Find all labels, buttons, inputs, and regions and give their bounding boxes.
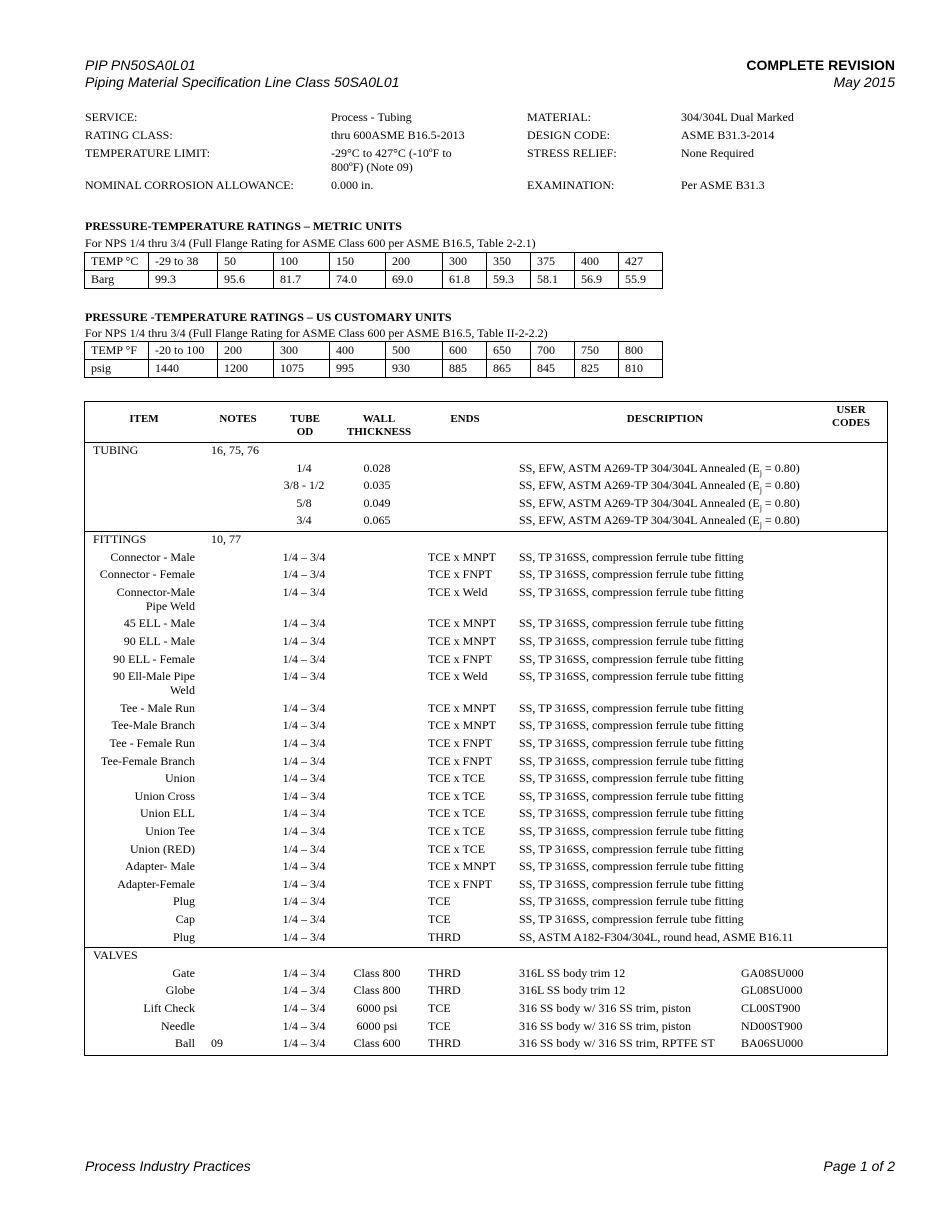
table-cell: -20 to 100 (149, 342, 218, 360)
description: 316 SS body w/ 316 SS trim, piston (519, 1001, 692, 1015)
item-name: 45 ELL - Male (123, 616, 195, 631)
description: SS, TP 316SS, compression ferrule tube fitting (519, 841, 744, 856)
description: SS, TP 316SS, compression ferrule tube fitting (519, 912, 744, 926)
table-cell: 74.0 (330, 271, 386, 289)
info-value: Per ASME B31.3 (681, 178, 765, 192)
tube-od: 1/4 – 3/4 (282, 669, 326, 684)
document-title: Piping Material Specification Line Class 50SA0L01 (85, 74, 400, 90)
item-name: Plug (172, 894, 195, 909)
column-header-row (85, 402, 887, 443)
section-notes: 10, 77 (211, 532, 241, 546)
info-row (85, 110, 885, 128)
metric-temp-row (85, 253, 663, 271)
column-header-ends: ENDS (450, 413, 480, 425)
us-temp-row (85, 342, 663, 360)
tube-od: 1/4 – 3/4 (282, 634, 326, 648)
tube-od: 5/8 (296, 495, 312, 510)
table-cell: 100 (274, 253, 330, 271)
info-label: EXAMINATION: (527, 178, 615, 192)
us-ratings-table (84, 341, 663, 378)
end-connection: TCE (428, 894, 451, 909)
tube-od: 3/4 (296, 513, 312, 528)
description: SS, EFW, ASTM A269-TP 304/304L Annealed $(E_j = 0.80)$ (519, 460, 800, 477)
description: SS, EFW, ASTM A269-TP 304/304L Annealed $(E_j = 0.80)$ (519, 478, 800, 495)
item-name: 90 ELL - Female (113, 651, 195, 666)
item-name-continued: Weld (169, 683, 195, 698)
tube-od: 1/4 – 3/4 (282, 567, 326, 582)
section-divider (85, 531, 887, 532)
item-name: Gate (172, 965, 195, 980)
tube-od: 1/4 – 3/4 (282, 894, 326, 909)
info-label: RATING CLASS: (85, 128, 173, 142)
us-pressure-row (85, 360, 663, 378)
table-cell: 700 (531, 342, 575, 360)
wall-thickness: 6000 psi (356, 1001, 398, 1015)
description: SS, TP 316SS, compression ferrule tube fitting (519, 894, 744, 909)
table-cell: 56.9 (575, 271, 619, 289)
end-connection: TCE x Weld (428, 669, 488, 684)
table-cell: 885 (443, 360, 487, 378)
info-label: MATERIAL: (527, 110, 591, 124)
end-connection: TCE x TCE (428, 824, 486, 838)
user-code: GL08SU000 (741, 983, 803, 998)
item-name: 90 Ell-Male Pipe (113, 669, 195, 684)
tube-od: 1/4 – 3/4 (282, 1001, 326, 1015)
wall-thickness: 0.065 (363, 513, 391, 528)
tube-od: 1/4 – 3/4 (282, 788, 326, 803)
info-label: STRESS RELIEF: (527, 146, 617, 160)
tube-od: 1/4 (296, 460, 312, 475)
revision-label: COMPLETE REVISION (746, 57, 895, 73)
table-cell: 61.8 (443, 271, 487, 289)
description: 316L SS body trim 12 (519, 983, 626, 998)
end-connection: TCE x TCE (428, 788, 486, 803)
description: SS, TP 316SS, compression ferrule tube fitting (519, 788, 744, 803)
table-cell: 1200 (218, 360, 274, 378)
us-ratings-title: PRESSURE -TEMPERATURE RATINGS – US CUSTOMARY UNITS (85, 310, 452, 324)
end-connection: TCE x MNPT (428, 549, 497, 564)
item-name: Connector - Female (99, 567, 195, 582)
end-connection: TCE x FNPT (428, 876, 493, 891)
metric-pressure-row (85, 271, 663, 289)
description: 316 SS body w/ 316 SS trim, piston (519, 1018, 692, 1033)
column-header-notes: NOTES (219, 413, 257, 425)
description: SS, TP 316SS, compression ferrule tube fitting (519, 876, 744, 891)
item-name: Globe (165, 983, 195, 998)
description: SS, TP 316SS, compression ferrule tube fitting (519, 718, 744, 733)
table-cell: 1440 (149, 360, 218, 378)
item-name: Tee-Male Branch (111, 718, 195, 733)
table-cell: 81.7 (274, 271, 330, 289)
table-cell: TEMP °C (85, 253, 149, 271)
component-table (84, 401, 888, 1056)
wall-thickness: 0.035 (363, 478, 391, 493)
item-name: Needle (161, 1018, 195, 1033)
end-connection: TCE x TCE (428, 841, 486, 856)
info-label: NOMINAL CORROSION ALLOWANCE: (85, 178, 294, 192)
description: SS, TP 316SS, compression ferrule tube fitting (519, 651, 744, 666)
tube-od: 1/4 – 3/4 (282, 700, 326, 715)
item-name: Connector-Male (116, 584, 195, 599)
user-code: ND00ST900 (741, 1018, 803, 1033)
end-connection: THRD (428, 1036, 461, 1051)
table-cell: 59.3 (487, 271, 531, 289)
metric-ratings-subtitle: For NPS 1/4 thru 3/4 (Full Flange Rating for ASME Class 600 per ASME B16.5, Table 2-2.1) (85, 236, 536, 250)
metric-ratings-title: PRESSURE-TEMPERATURE RATINGS – METRIC UNITS (85, 219, 402, 233)
table-cell: 825 (575, 360, 619, 378)
section-title: VALVES (93, 948, 138, 963)
footer-page-number: Page 1 of 2 (823, 1158, 895, 1174)
table-cell: 375 (531, 253, 575, 271)
table-cell: 995 (330, 360, 386, 378)
info-row (85, 178, 885, 196)
user-code: BA06SU000 (741, 1036, 804, 1051)
tube-od: 1/4 – 3/4 (282, 616, 326, 631)
description: SS, TP 316SS, compression ferrule tube fitting (519, 567, 744, 582)
item-name: Union (RED) (130, 841, 195, 856)
end-connection: THRD (428, 965, 461, 980)
info-value: 0.000 in. (331, 178, 374, 192)
wall-thickness: 6000 psi (356, 1018, 398, 1033)
footer-left: Process Industry Practices (85, 1158, 251, 1174)
end-connection: TCE x MNPT (428, 718, 497, 733)
description: SS, EFW, ASTM A269-TP 304/304L Annealed $(E_j = 0.80)$ (519, 495, 800, 513)
end-connection: TCE (428, 912, 451, 926)
end-connection: TCE (428, 1001, 451, 1015)
item-name: Adapter-Female (117, 876, 195, 891)
tube-od: 1/4 – 3/4 (282, 912, 326, 926)
wall-thickness: Class 800 (353, 983, 401, 998)
tube-od: 1/4 – 3/4 (282, 736, 326, 750)
table-cell: 1075 (274, 360, 330, 378)
info-label: SERVICE: (85, 110, 138, 124)
item-name: Tee - Female Run (109, 736, 195, 750)
item-name: Union (165, 771, 195, 786)
document-header-right (746, 57, 895, 91)
table-cell: TEMP °F (85, 342, 149, 360)
table-cell: -29 to 38 (149, 253, 218, 271)
section-notes: 16, 75, 76 (211, 443, 259, 457)
table-cell: 650 (487, 342, 531, 360)
wall-thickness: 0.049 (363, 495, 391, 510)
info-row (85, 146, 885, 178)
tube-od: 1/4 – 3/4 (282, 824, 326, 838)
table-cell: 95.6 (218, 271, 274, 289)
item-name: Union ELL (140, 806, 195, 821)
end-connection: TCE x FNPT (428, 736, 493, 750)
description: SS, TP 316SS, compression ferrule tube fitting (519, 824, 744, 838)
tube-od: 1/4 – 3/4 (282, 876, 326, 891)
end-connection: TCE x TCE (428, 771, 486, 786)
tube-od: 1/4 – 3/4 (282, 651, 326, 666)
table-cell: 865 (487, 360, 531, 378)
table-cell: 50 (218, 253, 274, 271)
revision-date: May 2015 (833, 74, 895, 90)
description: SS, TP 316SS, compression ferrule tube fitting (519, 859, 744, 874)
table-cell: 300 (274, 342, 330, 360)
info-value: None Required (681, 146, 754, 160)
tube-od: 1/4 – 3/4 (282, 806, 326, 821)
tube-od: 1/4 – 3/4 (282, 549, 326, 564)
tube-od: 1/4 – 3/4 (282, 929, 326, 944)
info-label: TEMPERATURE LIMIT: (85, 146, 211, 160)
table-cell: 200 (218, 342, 274, 360)
info-value: thru 600ASME B16.5-2013 (331, 128, 465, 142)
tube-od: 1/4 – 3/4 (282, 841, 326, 856)
end-connection: TCE x MNPT (428, 859, 497, 874)
table-cell: 99.3 (149, 271, 218, 289)
end-connection: TCE (428, 1018, 451, 1033)
tube-od: 1/4 – 3/4 (282, 1018, 326, 1033)
item-name: Lift Check (143, 1001, 195, 1015)
table-cell: 400 (575, 253, 619, 271)
end-connection: TCE x MNPT (428, 634, 497, 648)
item-name: 90 ELL - Male (123, 634, 195, 648)
tube-od: 1/4 – 3/4 (282, 718, 326, 733)
table-cell: 150 (330, 253, 386, 271)
end-connection: TCE x TCE (428, 806, 486, 821)
tube-od: 1/4 – 3/4 (282, 983, 326, 998)
end-connection: TCE x Weld (428, 584, 488, 599)
description: SS, TP 316SS, compression ferrule tube fitting (519, 736, 744, 750)
table-cell: 750 (575, 342, 619, 360)
end-connection: TCE x MNPT (428, 616, 497, 631)
tube-od: 1/4 – 3/4 (282, 1036, 326, 1051)
section-divider (85, 947, 887, 948)
column-header-item: ITEM (129, 413, 159, 425)
info-value: Process - Tubing (331, 110, 412, 124)
table-cell: 600 (443, 342, 487, 360)
description: SS, EFW, ASTM A269-TP 304/304L Annealed $(E_j = 0.80)$ (519, 513, 800, 530)
description: SS, TP 316SS, compression ferrule tube fitting (519, 584, 744, 599)
wall-thickness: Class 600 (353, 1036, 401, 1051)
table-cell: 200 (386, 253, 443, 271)
description: 316L SS body trim 12 (519, 965, 626, 980)
table-cell: 55.9 (619, 271, 663, 289)
end-connection: TCE x FNPT (428, 753, 493, 768)
document-id: PIP PN50SA0L01 (85, 57, 196, 73)
item-name-continued: Pipe Weld (145, 598, 195, 613)
column-header-description: DESCRIPTION (626, 413, 704, 425)
column-header-tube-od: TUBE OD (290, 413, 320, 438)
us-ratings-subtitle: For NPS 1/4 thru 3/4 (Full Flange Rating for ASME Class 600 per ASME B16.5, Table II-2-2.2) (85, 326, 548, 340)
info-row (85, 128, 885, 146)
item-notes: 09 (211, 1036, 223, 1051)
description: 316 SS body w/ 316 SS trim, RPTFE ST (519, 1036, 715, 1051)
item-name: Plug (172, 929, 195, 944)
document-header-left (85, 57, 399, 91)
table-cell: Barg (85, 271, 149, 289)
item-name: Union Cross (134, 788, 195, 803)
description: SS, TP 316SS, compression ferrule tube fitting (519, 753, 744, 768)
description: SS, TP 316SS, compression ferrule tube fitting (519, 634, 744, 648)
table-cell: 930 (386, 360, 443, 378)
end-connection: THRD (428, 929, 461, 944)
tube-od: 1/4 – 3/4 (282, 771, 326, 786)
table-cell: 69.0 (386, 271, 443, 289)
info-label: DESIGN CODE: (527, 128, 610, 142)
end-connection: TCE x FNPT (428, 651, 493, 666)
table-cell: 427 (619, 253, 663, 271)
item-name: Adapter- Male (124, 859, 195, 874)
item-name: Connector - Male (110, 549, 195, 564)
section-title: TUBING (93, 443, 139, 457)
table-cell: 810 (619, 360, 663, 378)
description: SS, TP 316SS, compression ferrule tube fitting (519, 669, 744, 684)
info-value: ASME B31.3-2014 (681, 128, 775, 142)
tube-od: 1/4 – 3/4 (282, 584, 326, 599)
description: SS, TP 316SS, compression ferrule tube fitting (519, 700, 744, 715)
description: SS, TP 316SS, compression ferrule tube fitting (519, 771, 744, 786)
column-header-wall-thickness: WALL THICKNESS (346, 413, 412, 438)
end-connection: TCE x MNPT (428, 700, 497, 715)
table-cell: 400 (330, 342, 386, 360)
table-cell: 58.1 (531, 271, 575, 289)
metric-ratings-table (84, 252, 663, 289)
end-connection: TCE x FNPT (428, 567, 493, 582)
section-title: FITTINGS (93, 532, 147, 546)
tube-od: 1/4 – 3/4 (282, 965, 326, 980)
description: SS, TP 316SS, compression ferrule tube fitting (519, 549, 744, 564)
wall-thickness: Class 800 (353, 965, 401, 980)
info-value: 304/304L Dual Marked (681, 110, 794, 124)
tube-od: 1/4 – 3/4 (282, 753, 326, 768)
info-value: -29°C to 427°C (-10ºF to 800ºF) (Note 09) (331, 146, 452, 174)
description: SS, ASTM A182-F304/304L, round head, ASME B16.11 (519, 929, 794, 944)
column-header-user-codes: USER CODES (832, 404, 870, 429)
description: SS, TP 316SS, compression ferrule tube fitting (519, 806, 744, 821)
table-cell: 800 (619, 342, 663, 360)
wall-thickness: 0.028 (363, 460, 391, 475)
user-code: GA08SU000 (741, 965, 804, 980)
end-connection: THRD (428, 983, 461, 998)
user-code: CL00ST900 (741, 1001, 801, 1015)
item-name: Cap (175, 912, 195, 926)
table-cell: 845 (531, 360, 575, 378)
item-name: Tee-Female Branch (100, 753, 195, 768)
table-cell: 500 (386, 342, 443, 360)
tube-od: 3/8 - 1/2 (283, 478, 325, 493)
table-cell: 300 (443, 253, 487, 271)
item-name: Ball (175, 1036, 195, 1051)
table-cell: 350 (487, 253, 531, 271)
item-name: Union Tee (145, 824, 195, 838)
description: SS, TP 316SS, compression ferrule tube fitting (519, 616, 744, 631)
service-info-table (85, 110, 885, 196)
item-name: Tee - Male Run (120, 700, 195, 715)
tube-od: 1/4 – 3/4 (282, 859, 326, 874)
table-cell: psig (85, 360, 149, 378)
